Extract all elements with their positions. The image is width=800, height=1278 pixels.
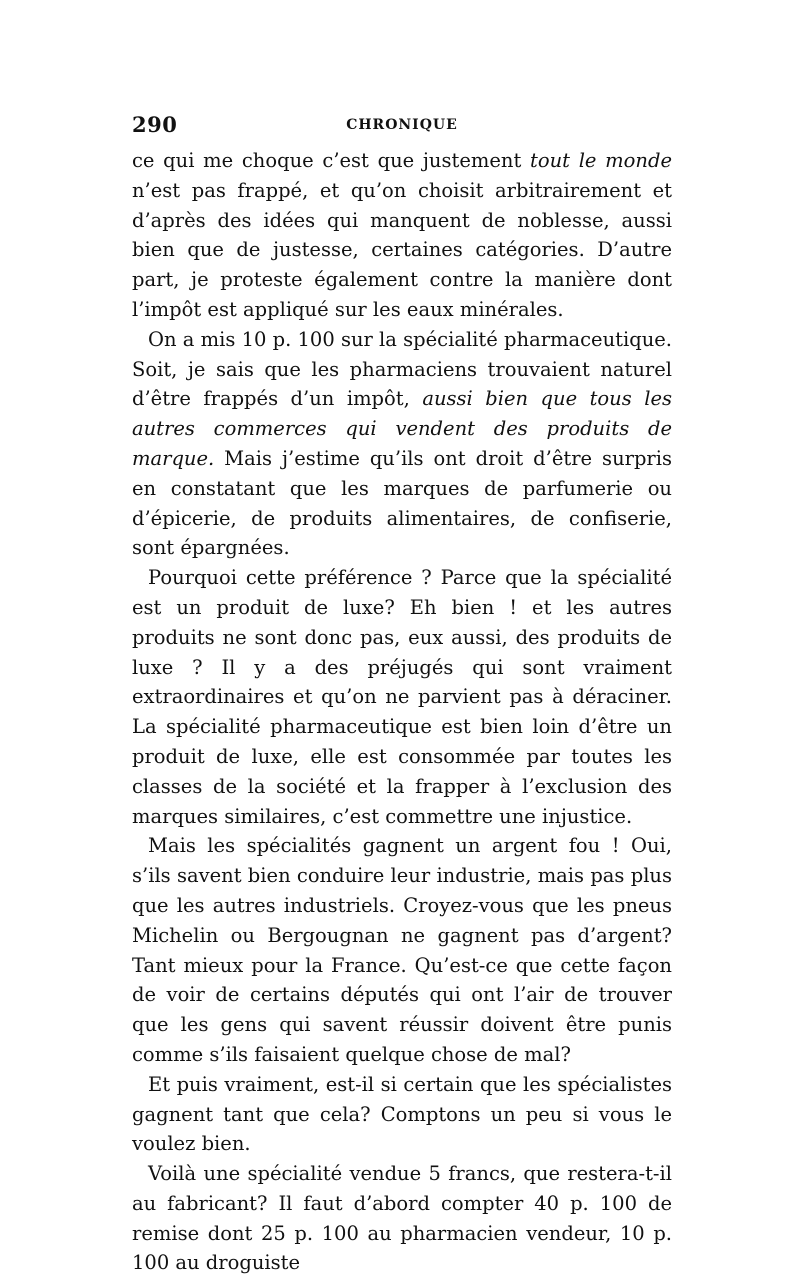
book-page bbox=[132, 112, 672, 1278]
paragraph-1 bbox=[132, 146, 672, 325]
paragraph-text: Mais j’estime qu’ils ont droit d’être surpris en constatant que les marques de parfumerie ou d’épicerie, de produits alimentaires, de confiserie, sont épargnées. bbox=[132, 446, 672, 560]
paragraph-3 bbox=[132, 563, 672, 831]
italic-phrase: tout le monde bbox=[530, 149, 672, 172]
running-head-title: CHRONIQUE bbox=[346, 117, 458, 133]
running-head bbox=[132, 112, 672, 146]
paragraph-4 bbox=[132, 831, 672, 1069]
paragraph-text: Et puis vraiment, est-il si certain que les spécialistes gagnent tant que cela? Comptons un peu si vous le voulez bien. bbox=[132, 1072, 672, 1156]
body-text bbox=[132, 146, 672, 1278]
paragraph-text: Mais les spécialités gagnent un argent fou ! Oui, s’ils savent bien conduire leur industrie, mais pas plus que les autres industriels. Croyez-vous que les pneus Michelin ou Bergougnan ne gagnent pas d’argent? Tant mieux pour la France. Qu’est-ce que cette façon de voir de certains députés qui ont l’air de trouver que les gens qui savent réussir doivent être punis comme s’ils faisaient quelque chose de mal? bbox=[132, 834, 672, 1066]
paragraph-text: n’est pas frappé, et qu’on choisit arbitrairement et d’après des idées qui manquent de noblesse, aussi bien que de justesse, certaines catégories. D’autre part, je proteste également contre la manière dont l’impôt est appliqué sur les eaux minérales. bbox=[132, 178, 672, 321]
paragraph-text: Pourquoi cette préférence ? Parce que la spécialité est un produit de luxe? Eh bien ! et les autres produits ne sont donc pas, eux aussi, des produits de luxe ? Il y a des préjugés qui sont vraiment extraordinaires et qu’on ne parvient pas à déraciner. La spécialité pharmaceutique est bien loin d’être un produit de luxe, elle est consommée par toutes les classes de la société et la frapper à l’exclusion des marques similaires, c’est commettre une injustice. bbox=[132, 566, 672, 828]
page-number: 290 bbox=[132, 112, 178, 137]
italic-phrase: aussi bien que tous les autres commerces qui vendent des produits de marque. bbox=[132, 387, 672, 470]
paragraph-text: On a mis 10 p. 100 sur la spécialité pharmaceutique. Soit, je sais que les pharmaciens trouvaient naturel d’être frappés d’un impôt, bbox=[132, 327, 672, 411]
paragraph-6 bbox=[132, 1159, 672, 1278]
paragraph-text: Voilà une spécialité vendue 5 francs, que restera-t-il au fabricant? Il faut d’abord compter 40 p. 100 de remise dont 25 p. 100 au pharmacien vendeur, 10 p. 100 au droguiste bbox=[132, 1162, 672, 1275]
paragraph-5 bbox=[132, 1070, 672, 1159]
paragraph-text: ce qui me choque c’est que justement bbox=[132, 149, 531, 172]
paragraph-2 bbox=[132, 325, 672, 563]
